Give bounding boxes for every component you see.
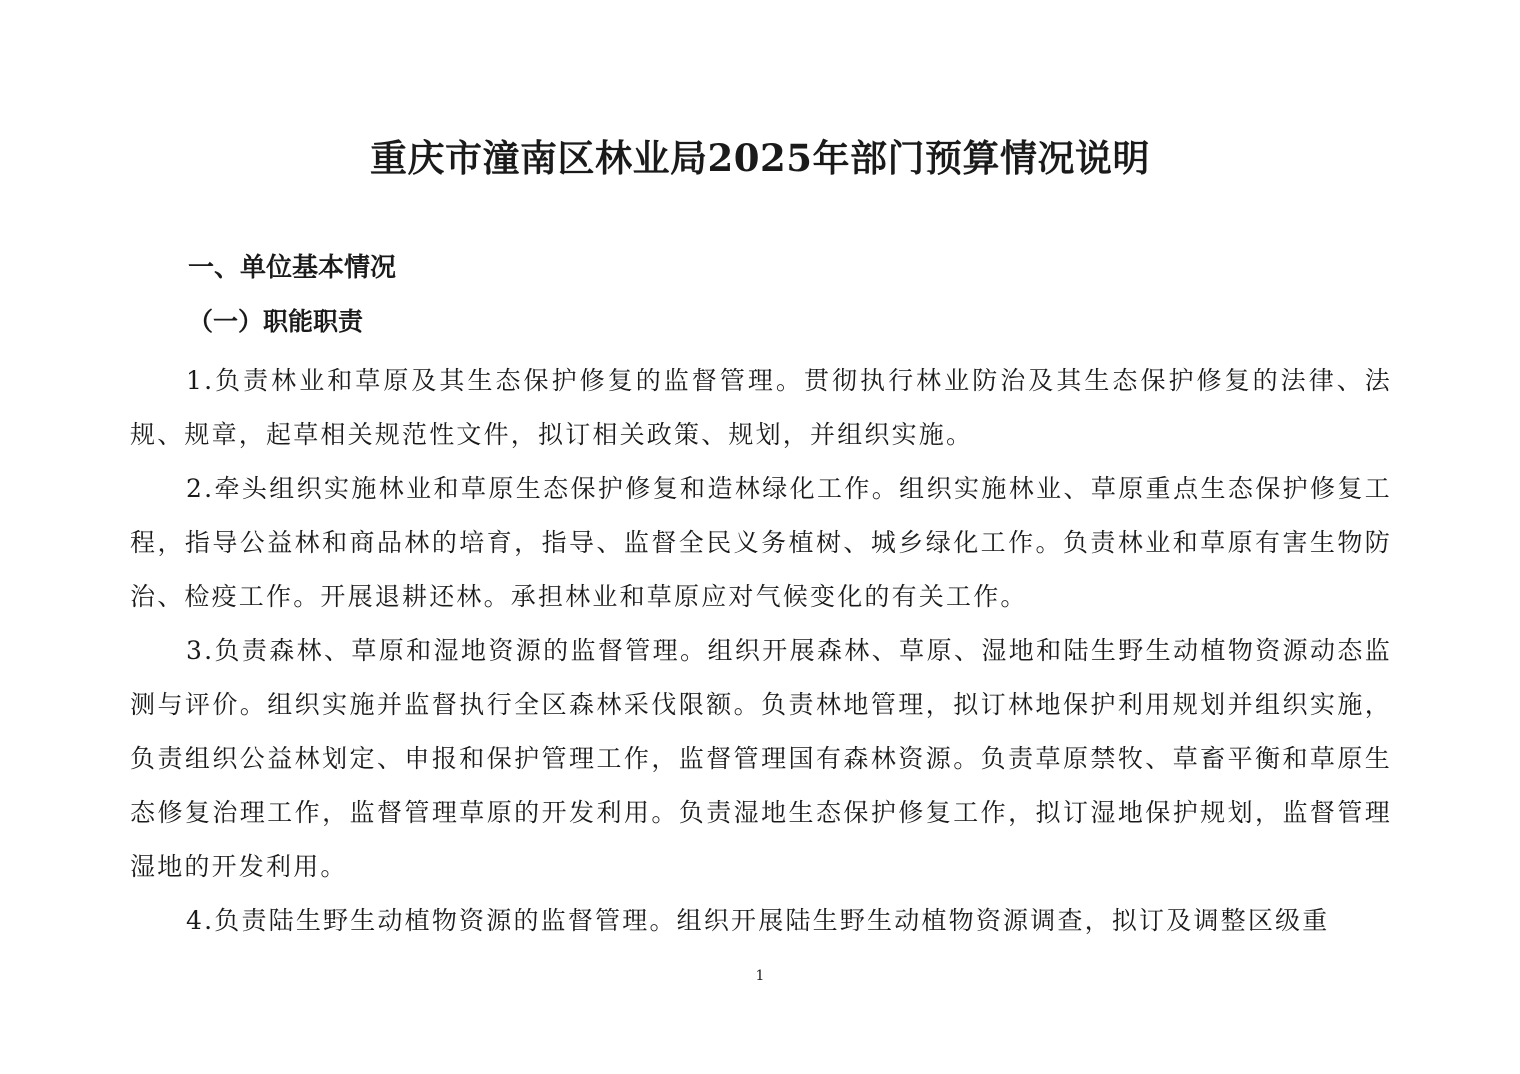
section-heading: 一、单位基本情况: [188, 253, 397, 283]
paragraph-1: 1.负责林业和草原及其生态保护修复的监督管理。贯彻执行林业防治及其生态保护修复的法律、法规、规章，起草相关规范性文件，拟订相关政策、规划，并组织实施。: [130, 366, 1392, 449]
paragraph-3: 3.负责森林、草原和湿地资源的监督管理。组织开展森林、草原、湿地和陆生野生动植物资源动态监测与评价。组织实施并监督执行全区森林采伐限额。负责林地管理，拟订林地保护利用规划并组织实施，负责组织公益林划定、申报和保护管理工作，监督管理国有森林资源。负责草原禁牧、草畜平衡和草原生态修复治理工作，监督管理草原的开发利用。负责湿地生态保护修复工作，拟订湿地保护规划，监督管理湿地的开发利用。: [130, 636, 1392, 881]
page-number: 1: [755, 968, 765, 984]
paragraph-4: 4.负责陆生野生动植物资源的监督管理。组织开展陆生野生动植物资源调查，拟订及调整区级重: [186, 906, 1330, 935]
sub-heading: （一）职能职责: [188, 307, 364, 336]
page-title: 重庆市潼南区林业局2025年部门预算情况说明: [370, 136, 1150, 180]
paragraph-2: 2.牵头组织实施林业和草原生态保护修复和造林绿化工作。组织实施林业、草原重点生态保护修复工程，指导公益林和商品林的培育，指导、监督全民义务植树、城乡绿化工作。负责林业和草原有害生物防治、检疫工作。开展退耕还林。承担林业和草原应对气候变化的有关工作。: [130, 474, 1392, 611]
